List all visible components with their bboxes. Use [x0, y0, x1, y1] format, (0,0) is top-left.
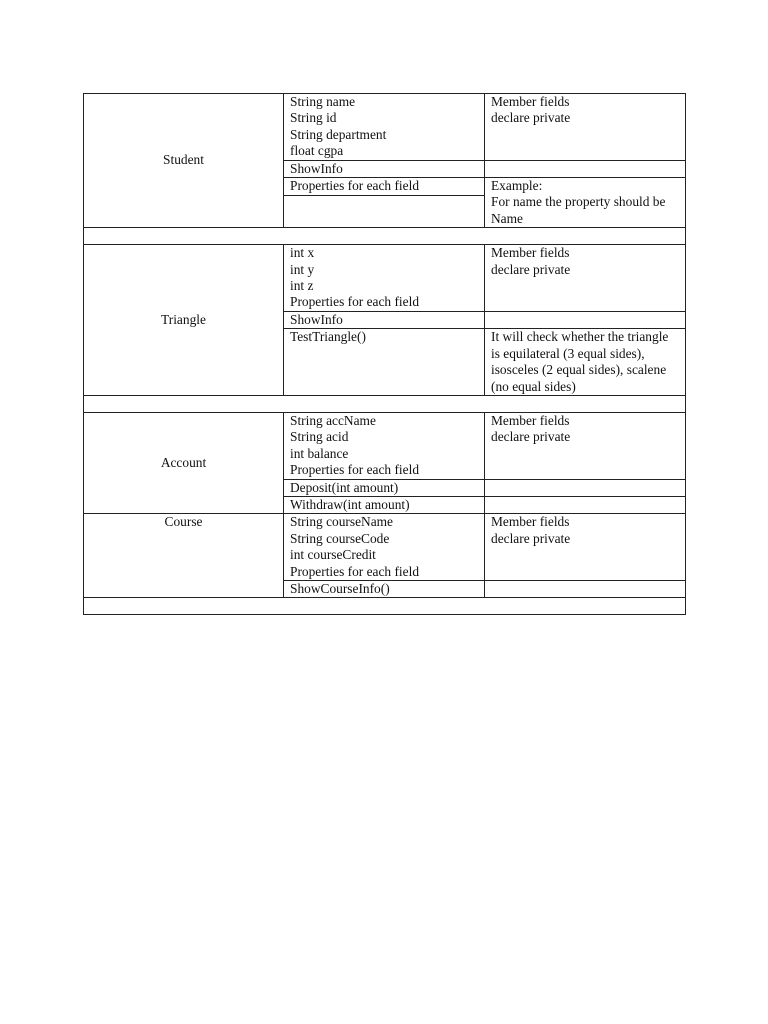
student-blank-cell — [284, 195, 485, 228]
spacer-row — [84, 228, 686, 245]
student-showinfo: ShowInfo — [284, 160, 485, 177]
class-spec-table — [83, 93, 686, 615]
spacer-row — [84, 395, 686, 412]
student-fields-note: Member fields declare private — [485, 94, 686, 161]
table-row — [84, 412, 686, 479]
account-fields: String accName String acid int balance Properties for each field — [284, 412, 485, 479]
class-name-student: Student — [84, 94, 284, 228]
table-row — [84, 94, 686, 161]
account-deposit: Deposit(int amount) — [284, 479, 485, 496]
course-showinfo: ShowCourseInfo() — [284, 580, 485, 597]
spacer-cell — [84, 598, 686, 615]
table-row — [84, 245, 686, 312]
triangle-test-method: TestTriangle() — [284, 329, 485, 396]
account-fields-note: Member fields declare private — [485, 412, 686, 479]
table-row — [84, 514, 686, 581]
spacer-cell — [84, 228, 686, 245]
course-showinfo-note — [485, 580, 686, 597]
account-withdraw: Withdraw(int amount) — [284, 496, 485, 513]
spacer-row — [84, 598, 686, 615]
triangle-showinfo-note — [485, 311, 686, 328]
student-properties-note: Example: For name the property should be Name — [485, 178, 686, 228]
class-name-account: Account — [84, 412, 284, 513]
course-fields: String courseName String courseCode int courseCredit Properties for each field — [284, 514, 485, 581]
student-properties: Properties for each field — [284, 178, 485, 196]
spacer-cell — [84, 395, 686, 412]
class-name-course: Course — [84, 514, 284, 598]
triangle-fields-note: Member fields declare private — [485, 245, 686, 312]
course-fields-note: Member fields declare private — [485, 514, 686, 581]
student-showinfo-note — [485, 160, 686, 177]
student-fields: String name String id String department float cgpa — [284, 94, 485, 161]
account-deposit-note — [485, 479, 686, 496]
class-name-triangle: Triangle — [84, 245, 284, 396]
triangle-fields: int x int y int z Properties for each field — [284, 245, 485, 312]
triangle-showinfo: ShowInfo — [284, 311, 485, 328]
account-withdraw-note — [485, 496, 686, 513]
triangle-test-note: It will check whether the triangle is equilateral (3 equal sides), isosceles (2 equal sides), scalene (no equal sides) — [485, 329, 686, 396]
